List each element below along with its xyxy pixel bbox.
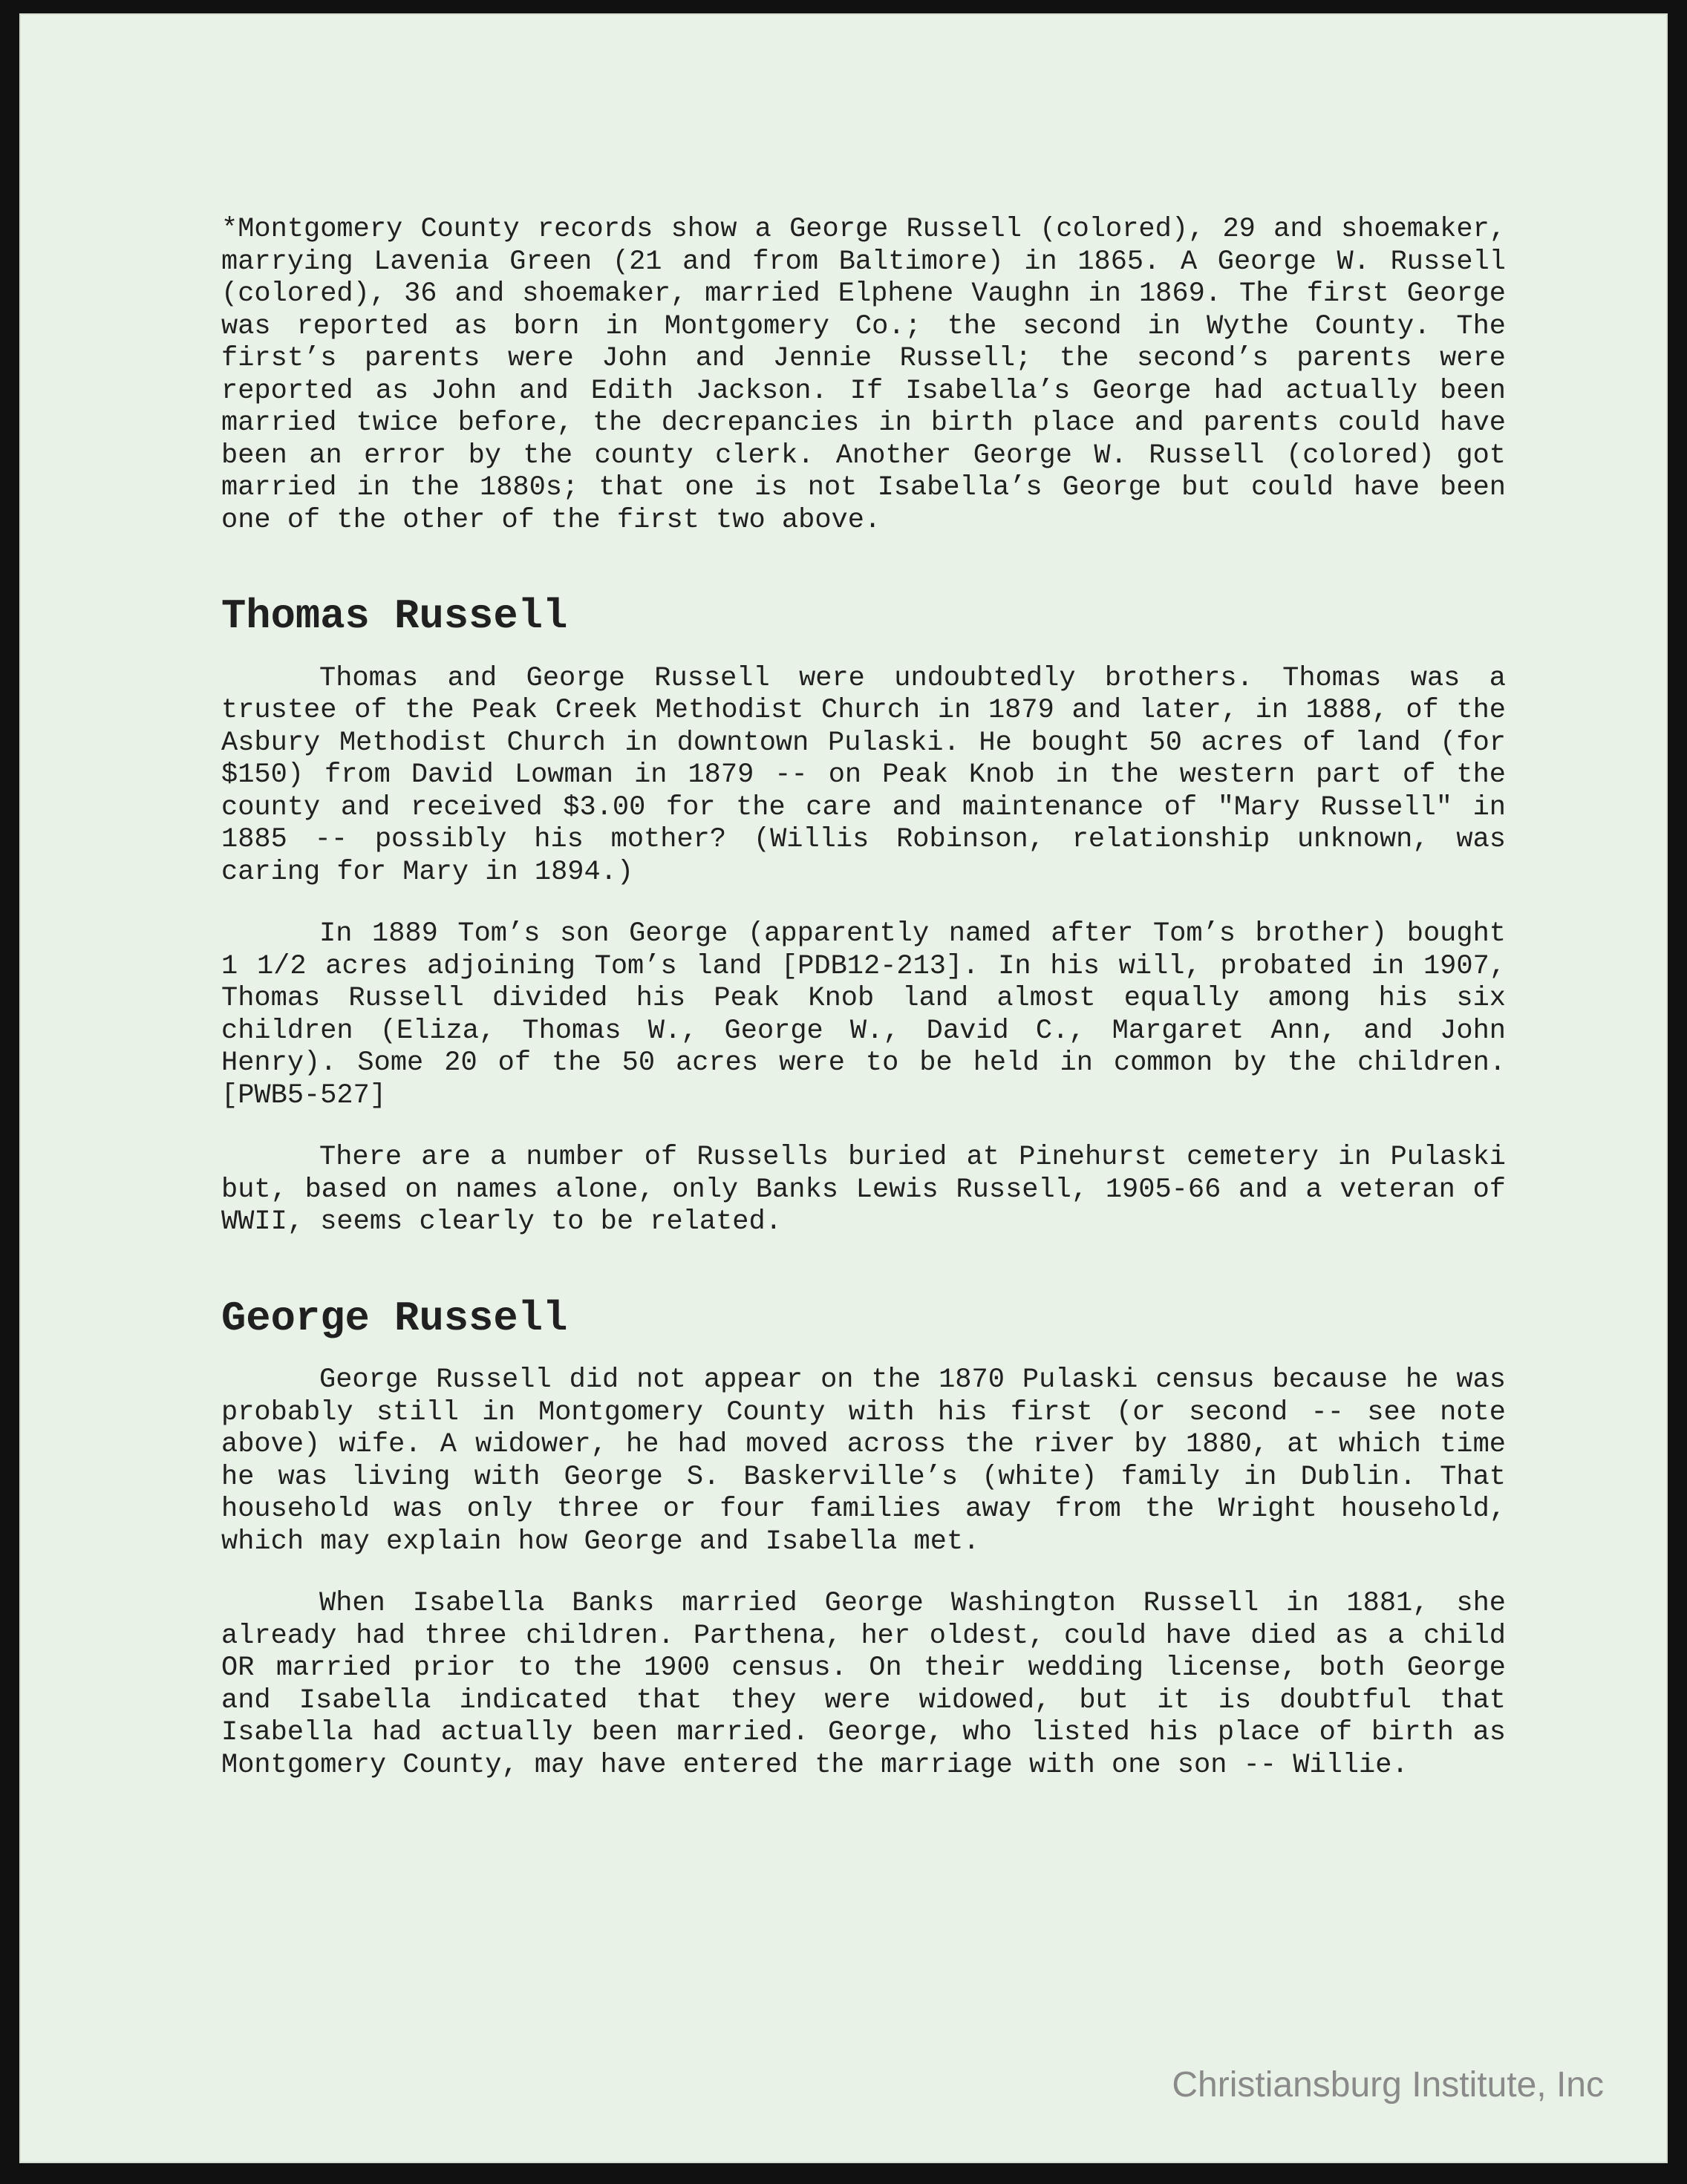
spacer (221, 1239, 1506, 1303)
document-page (19, 13, 1668, 2163)
paragraph: There are a number of Russells buried at Pinehurst cemetery in Pulaski but, based on names alone, only Banks Lewis Russell, 1905-66 and a veteran of WWII, seems clearly to be related. (221, 1142, 1506, 1238)
paragraph: When Isabella Banks married George Washington Russell in 1881, she already had three children. Parthena, her oldest, could have died as a child OR married prior to the 1900 census. On their wedding license, both George and Isabella indicated that they were widowed, but it is doubtful that Isabella had actually been married. George, who listed his place of birth as Montgomery County, may have entered the marriage with one son -- Willie. (221, 1588, 1506, 1781)
section-heading-george-russell: George Russell (221, 1295, 568, 1342)
section-heading-thomas-russell: Thomas Russell (221, 593, 568, 640)
paragraph: George Russell did not appear on the 1870 Pulaski census because he was probably still in Montgomery County with his first (or second -- see note above) wife. A widower, he had moved across the river by 1880, at which time he was living with George S. Baskerville’s (white) family in Dublin. That household was only three or four families away from the Wright household, which may explain how George and Isabella met. (221, 1364, 1506, 1557)
paragraph: Thomas and George Russell were undoubtedly brothers. Thomas was a trustee of the Peak Creek Methodist Church in 1879 and later, in 1888, of the Asbury Methodist Church in downtown Pulaski. He bought 50 acres of land (for $150) from David Lowman in 1879 -- on Peak Knob in the western part of the county and received $3.00 for the care and maintenance of "Mary Russell" in 1885 -- possibly his mother? (Willis Robinson, relationship unknown, was caring for Mary in 1894.) (221, 662, 1506, 888)
watermark: Christiansburg Institute, Inc (1172, 2065, 1604, 2105)
spacer (221, 1558, 1506, 1588)
spacer (221, 889, 1506, 918)
footnote-paragraph: *Montgomery County records show a George Russell (colored), 29 and shoemaker, marrying Lavenia Green (21 and from Baltimore) in 1865. A George W. Russell (colored), 36 and shoemaker, married Elphene Vaughn in 1869. The first George was reported as born in Montgomery Co.; the second in Wythe County. The first’s parents were John and Jennie Russell; the second’s parents were reported as John and Edith Jackson. If Isabella’s George had actually been married twice before, the decrepancies in birth place and parents could have been an error by the county clerk. Another George W. Russell (colored) got married in the 1880s; that one is not Isabella’s George but could have been one of the other of the first two above. (221, 214, 1506, 536)
paragraph: In 1889 Tom’s son George (apparently named after Tom’s brother) bought 1 1/2 acres adjoining Tom’s land [PDB12-213]. In his will, probated in 1907, Thomas Russell divided his Peak Knob land almost equally among his six children (Eliza, Thomas W., George W., David C., Margaret Ann, and John Henry). Some 20 of the 50 acres were to be held in common by the children. [PWB5-527] (221, 918, 1506, 1111)
spacer (221, 537, 1506, 601)
spacer (221, 1112, 1506, 1142)
page-content (221, 214, 1506, 1782)
